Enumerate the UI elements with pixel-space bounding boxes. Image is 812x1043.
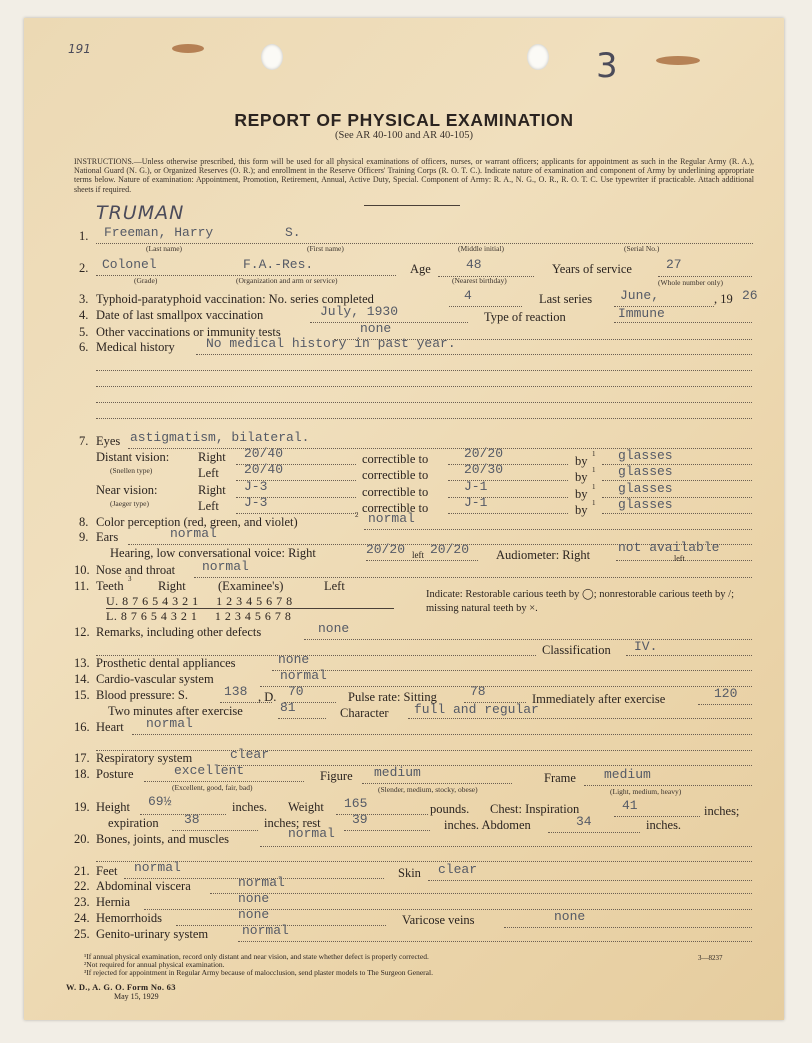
label-correctible: correctible to bbox=[362, 468, 429, 482]
label-cardio: Cardio-vascular system bbox=[96, 672, 214, 686]
item-number: 21. bbox=[74, 864, 90, 878]
footnote-3: ³If rejected for appointment in Regular Army because of malocclusion, send plaster models to The Surgeon General. bbox=[84, 968, 433, 977]
caption-middle-initial: (Middle initial) bbox=[458, 244, 505, 253]
value-grade: Colonel bbox=[102, 257, 157, 272]
handwritten-name: TRUMAN bbox=[96, 202, 185, 224]
label-teeth-right: Right bbox=[158, 579, 186, 593]
item-number: 12. bbox=[74, 625, 90, 639]
value-abdomen: 34 bbox=[576, 814, 592, 829]
item-number: 3. bbox=[79, 292, 89, 306]
value-weight: 165 bbox=[344, 796, 368, 811]
item-number: 20. bbox=[74, 832, 90, 846]
fill-line bbox=[448, 513, 568, 514]
fill-line bbox=[428, 880, 752, 881]
form-subtitle: (See AR 40-100 and AR 40-105) bbox=[335, 130, 473, 141]
label-hearing-left: left bbox=[412, 550, 424, 560]
teeth-lower-row: L. 8 7 6 5 4 3 2 1 1 2 3 4 5 6 7 8 bbox=[106, 609, 292, 623]
fill-line bbox=[260, 846, 752, 847]
fill-line bbox=[504, 927, 752, 928]
teeth-indicate-note: Indicate: Restorable carious teeth by ◯; nonrestorable carious teeth by /; missing natural teeth by ×. bbox=[426, 589, 734, 614]
caption-birthday: (Nearest birthday) bbox=[452, 276, 507, 285]
value-figure: medium bbox=[374, 765, 421, 780]
value-skin: clear bbox=[438, 862, 478, 877]
value-ears: normal bbox=[170, 526, 217, 541]
fill-line bbox=[172, 830, 258, 831]
fill-line bbox=[548, 832, 640, 833]
label-two-min: Two minutes after exercise bbox=[108, 704, 243, 718]
label-by: by bbox=[575, 454, 588, 468]
caption-organization: (Organization and arm or service) bbox=[236, 276, 338, 285]
item-number: 16. bbox=[74, 720, 90, 734]
fill-line bbox=[449, 306, 522, 307]
fill-line bbox=[96, 402, 752, 403]
label-audiometer: Audiometer: Right bbox=[496, 548, 591, 562]
label-chest: Chest: Inspiration bbox=[490, 802, 580, 816]
rust-stain bbox=[656, 56, 700, 65]
label-bp-d: , D. bbox=[258, 690, 277, 704]
value-medical-history: No medical history in past year. bbox=[206, 336, 456, 351]
item-number: 9. bbox=[79, 530, 89, 544]
label-bp: Blood pressure: S. bbox=[96, 688, 189, 702]
value-hernia: none bbox=[238, 891, 270, 906]
fill-line bbox=[260, 686, 752, 687]
label-feet: Feet bbox=[96, 864, 118, 878]
label-distant-vision: Distant vision: bbox=[96, 450, 170, 464]
fill-line bbox=[408, 718, 752, 719]
fill-line bbox=[344, 830, 430, 831]
label-audiometer-left: left bbox=[674, 554, 685, 563]
value-color: normal bbox=[368, 511, 415, 526]
footnote-1: ¹If annual physical examination, record only distant and near vision, and state whether defect is properly corrected. bbox=[84, 952, 429, 961]
item-number: 24. bbox=[74, 911, 90, 925]
form-code: 3—8237 bbox=[698, 954, 723, 962]
value-varicose: none bbox=[554, 909, 586, 924]
label-hearing: Hearing, low conversational voice: Right bbox=[110, 546, 316, 560]
value-dist-right-by: glasses bbox=[618, 448, 673, 463]
value-character: full and regular bbox=[414, 702, 539, 717]
item-number: 4. bbox=[79, 308, 89, 322]
item-number: 13. bbox=[74, 656, 90, 670]
label-classification: Classification bbox=[542, 643, 611, 657]
footnote-ref: 3 bbox=[128, 575, 132, 583]
fill-line bbox=[278, 718, 326, 719]
fill-line bbox=[304, 639, 752, 640]
divider bbox=[364, 205, 460, 206]
label-age: Age bbox=[410, 262, 431, 276]
value-near-left: J-3 bbox=[244, 495, 268, 510]
fill-line bbox=[96, 750, 752, 751]
label-reaction: Type of reaction bbox=[484, 310, 566, 324]
label-medical-history: Medical history bbox=[96, 340, 175, 354]
item-number: 15. bbox=[74, 688, 90, 702]
label-bones: Bones, joints, and muscles bbox=[96, 832, 229, 846]
value-dist-right: 20/40 bbox=[244, 446, 284, 461]
value-middle-initial: S. bbox=[285, 225, 301, 240]
value-frame: medium bbox=[604, 767, 651, 782]
fill-line bbox=[602, 513, 752, 514]
value-prosthetic: none bbox=[278, 652, 310, 667]
value-cardio: normal bbox=[280, 668, 327, 683]
label-right: Right bbox=[198, 450, 226, 464]
label-right: Right bbox=[198, 483, 226, 497]
label-by: by bbox=[575, 487, 588, 501]
item-number: 17. bbox=[74, 751, 90, 765]
label-ears: Ears bbox=[96, 530, 119, 544]
caption-snellen: (Snellen type) bbox=[110, 466, 153, 475]
label-correctible: correctible to bbox=[362, 501, 429, 515]
label-height: Height bbox=[96, 800, 131, 814]
fill-line bbox=[364, 529, 752, 530]
footnote-ref: 1 bbox=[592, 483, 596, 491]
fill-line bbox=[194, 577, 752, 578]
item-number: 6. bbox=[79, 340, 89, 354]
label-abdomen: inches. Abdomen bbox=[444, 818, 531, 832]
label-color: Color perception (red, green, and violet) bbox=[96, 515, 298, 529]
label-left: Left bbox=[198, 499, 219, 513]
caption-first-name: (First name) bbox=[307, 244, 344, 253]
label-teeth-examinee: (Examinee's) bbox=[218, 579, 284, 593]
form-title: REPORT OF PHYSICAL EXAMINATION bbox=[234, 110, 574, 130]
label-inches-end: inches. bbox=[646, 818, 682, 832]
teeth-upper-row: U. 8 7 6 5 4 3 2 1 1 2 3 4 5 6 7 8 bbox=[106, 594, 293, 608]
fill-line bbox=[366, 560, 478, 561]
label-abdominal: Abdominal viscera bbox=[96, 879, 191, 893]
label-remarks: Remarks, including other defects bbox=[96, 625, 262, 639]
label-teeth: Teeth bbox=[96, 579, 124, 593]
item-number: 5. bbox=[79, 325, 89, 339]
exam-form-sheet bbox=[24, 18, 784, 1020]
label-nose-throat: Nose and throat bbox=[96, 563, 176, 577]
fill-line bbox=[96, 370, 752, 371]
value-near-right: J-3 bbox=[244, 479, 268, 494]
item-number: 14. bbox=[74, 672, 90, 686]
form-date: May 15, 1929 bbox=[114, 992, 159, 1001]
caption-whole-number: (Whole number only) bbox=[658, 278, 723, 287]
label-hemorrhoids: Hemorrhoids bbox=[96, 911, 162, 925]
value-other-vacc: none bbox=[360, 321, 392, 336]
fill-line bbox=[210, 893, 752, 894]
page-number: 191 bbox=[68, 42, 91, 56]
caption-serial-no: (Serial No.) bbox=[624, 244, 660, 253]
value-height: 69½ bbox=[148, 794, 172, 809]
label-respiratory: Respiratory system bbox=[96, 751, 193, 765]
caption-jaeger: (Jaeger type) bbox=[110, 499, 149, 508]
caption-figure-options: (Slender, medium, stocky, obese) bbox=[378, 785, 478, 794]
instructions-text: INSTRUCTIONS.—Unless otherwise prescribed, this form will be used for all physical examinations of officers, nurses, or warrant officers; applicants for appointment as such in the Regular Army (R. A.), National Guard (N. G.), or Organized Reserves (O. R.); and enrollment in the Reserve Officers' Training Corps (R. O. T. C.). Indicate nature of examination and component of Army by underlining appropriate terms below. Nature of examination: Appointment, Promotion, Retirement, Annual, Active Duty, Special. Component of Army: R. A., N. G., O. R., R. O. T. C. Use typewriter if practicable. Attach additional sheets if required. bbox=[74, 157, 754, 194]
value-dist-left-corr: 20/30 bbox=[464, 462, 504, 477]
fill-line bbox=[144, 909, 752, 910]
fill-line bbox=[362, 783, 512, 784]
fill-line bbox=[272, 670, 752, 671]
value-classification: IV. bbox=[634, 639, 658, 654]
fill-line bbox=[614, 816, 700, 817]
caption-grade: (Grade) bbox=[134, 276, 158, 285]
value-age: 48 bbox=[466, 257, 482, 272]
value-smallpox-date: July, 1930 bbox=[320, 304, 399, 319]
label-teeth-left: Left bbox=[324, 579, 345, 593]
label-hernia: Hernia bbox=[96, 895, 131, 909]
value-near-right-by: glasses bbox=[618, 481, 673, 496]
value-heart: normal bbox=[146, 716, 193, 731]
label-character: Character bbox=[340, 706, 389, 720]
value-organization: F.A.-Res. bbox=[243, 257, 314, 272]
value-dist-left-by: glasses bbox=[618, 464, 673, 479]
fill-line bbox=[658, 276, 752, 277]
fill-line bbox=[336, 814, 428, 815]
value-years-service: 27 bbox=[666, 257, 682, 272]
label-year: , 19 bbox=[714, 292, 733, 306]
fill-line bbox=[144, 781, 304, 782]
label-rest: inches; rest bbox=[264, 816, 321, 830]
label-left: Left bbox=[198, 466, 219, 480]
fill-line bbox=[132, 734, 752, 735]
footnote-ref: 2 bbox=[355, 511, 359, 519]
value-near-left-by: glasses bbox=[618, 497, 673, 512]
item-number: 23. bbox=[74, 895, 90, 909]
label-correctible: correctible to bbox=[362, 485, 429, 499]
label-typhoid: Typhoid-paratyphoid vaccination: No. series completed bbox=[96, 292, 374, 306]
fill-line bbox=[96, 418, 752, 419]
value-audiometer: not available bbox=[618, 540, 720, 555]
value-hearing-left: 20/20 bbox=[430, 542, 470, 557]
fill-line bbox=[140, 814, 226, 815]
value-series-completed: 4 bbox=[464, 288, 472, 303]
value-hearing-right: 20/20 bbox=[366, 542, 406, 557]
value-dist-right-corr: 20/20 bbox=[464, 446, 504, 461]
fill-line bbox=[698, 704, 752, 705]
label-pounds: pounds. bbox=[430, 802, 470, 816]
value-posture: excellent bbox=[174, 763, 245, 778]
value-inspiration: 41 bbox=[622, 798, 638, 813]
footnote-ref: 1 bbox=[592, 466, 596, 474]
item-number: 25. bbox=[74, 927, 90, 941]
label-smallpox: Date of last smallpox vaccination bbox=[96, 308, 264, 322]
fill-line bbox=[218, 765, 752, 766]
item-number: 8. bbox=[79, 515, 89, 529]
value-last-name: Freeman, Harry bbox=[104, 225, 214, 240]
fill-line bbox=[626, 655, 752, 656]
item-number: 19. bbox=[74, 800, 90, 814]
value-dist-left: 20/40 bbox=[244, 462, 284, 477]
punch-hole bbox=[261, 44, 283, 70]
label-after-exercise: Immediately after exercise bbox=[532, 692, 666, 706]
label-weight: Weight bbox=[288, 800, 324, 814]
value-expiration: 38 bbox=[184, 812, 200, 827]
value-bp-d: 70 bbox=[288, 684, 304, 699]
punch-hole bbox=[527, 44, 549, 70]
label-last-series: Last series bbox=[539, 292, 593, 306]
caption-last-name: (Last name) bbox=[146, 244, 183, 253]
fill-line bbox=[238, 941, 752, 942]
item-number: 10. bbox=[74, 563, 90, 577]
caption-posture-options: (Excellent, good, fair, bad) bbox=[172, 783, 253, 792]
label-inches: inches. bbox=[232, 800, 268, 814]
label-by: by bbox=[575, 503, 588, 517]
value-reaction: Immune bbox=[618, 306, 665, 321]
value-pulse-sitting: 78 bbox=[470, 684, 486, 699]
footnote-ref: 1 bbox=[592, 450, 596, 458]
value-near-right-corr: J-1 bbox=[464, 479, 488, 494]
label-posture: Posture bbox=[96, 767, 134, 781]
value-feet: normal bbox=[134, 860, 181, 875]
rust-stain bbox=[172, 44, 204, 53]
value-near-left-corr: J-1 bbox=[464, 495, 488, 510]
value-respiratory: clear bbox=[230, 747, 270, 762]
value-bones: normal bbox=[288, 826, 335, 841]
footnote-ref: 1 bbox=[592, 499, 596, 507]
value-remarks: none bbox=[318, 621, 350, 636]
label-eyes: Eyes bbox=[96, 434, 121, 448]
value-bp-s: 138 bbox=[224, 684, 248, 699]
form-number: W. D., A. G. O. Form No. 63 bbox=[66, 982, 176, 992]
label-near-vision: Near vision: bbox=[96, 483, 158, 497]
label-frame: Frame bbox=[544, 771, 576, 785]
item-number: 18. bbox=[74, 767, 90, 781]
fill-line bbox=[584, 785, 752, 786]
value-last-series-year: 26 bbox=[742, 288, 758, 303]
label-heart: Heart bbox=[96, 720, 124, 734]
handwritten-number: 3 bbox=[596, 46, 618, 86]
label-expiration: expiration bbox=[108, 816, 159, 830]
value-nose-throat: normal bbox=[202, 559, 249, 574]
value-pulse-after: 120 bbox=[714, 686, 738, 701]
label-inches-semi: inches; bbox=[704, 804, 740, 818]
label-genito: Genito-urinary system bbox=[96, 927, 209, 941]
item-number: 7. bbox=[79, 434, 89, 448]
value-hemorrhoids: none bbox=[238, 907, 270, 922]
value-pulse-two-min: 81 bbox=[280, 700, 296, 715]
label-other-vacc: Other vaccinations or immunity tests bbox=[96, 325, 281, 339]
fill-line bbox=[96, 386, 752, 387]
value-genito: normal bbox=[242, 923, 289, 938]
fill-line bbox=[236, 513, 356, 514]
value-last-series: June, bbox=[620, 288, 660, 303]
caption-frame-options: (Light, medium, heavy) bbox=[610, 787, 682, 796]
value-eyes: astigmatism, bilateral. bbox=[130, 430, 310, 445]
label-correctible: correctible to bbox=[362, 452, 429, 466]
fill-line bbox=[96, 861, 752, 862]
label-skin: Skin bbox=[398, 866, 421, 880]
item-number: 1. bbox=[79, 229, 89, 243]
fill-line bbox=[614, 322, 752, 323]
item-number: 2. bbox=[79, 261, 89, 275]
label-years-service: Years of service bbox=[552, 262, 632, 276]
footnote-2: ²Not required for annual physical examination. bbox=[84, 960, 225, 969]
item-number: 11. bbox=[74, 579, 90, 593]
value-rest: 39 bbox=[352, 812, 368, 827]
item-number: 22. bbox=[74, 879, 90, 893]
fill-line bbox=[196, 354, 752, 355]
label-figure: Figure bbox=[320, 769, 353, 783]
value-abdominal: normal bbox=[238, 875, 285, 890]
label-by: by bbox=[575, 470, 588, 484]
label-prosthetic: Prosthetic dental appliances bbox=[96, 656, 236, 670]
label-varicose: Varicose veins bbox=[402, 913, 475, 927]
label-pulse: Pulse rate: Sitting bbox=[348, 690, 437, 704]
